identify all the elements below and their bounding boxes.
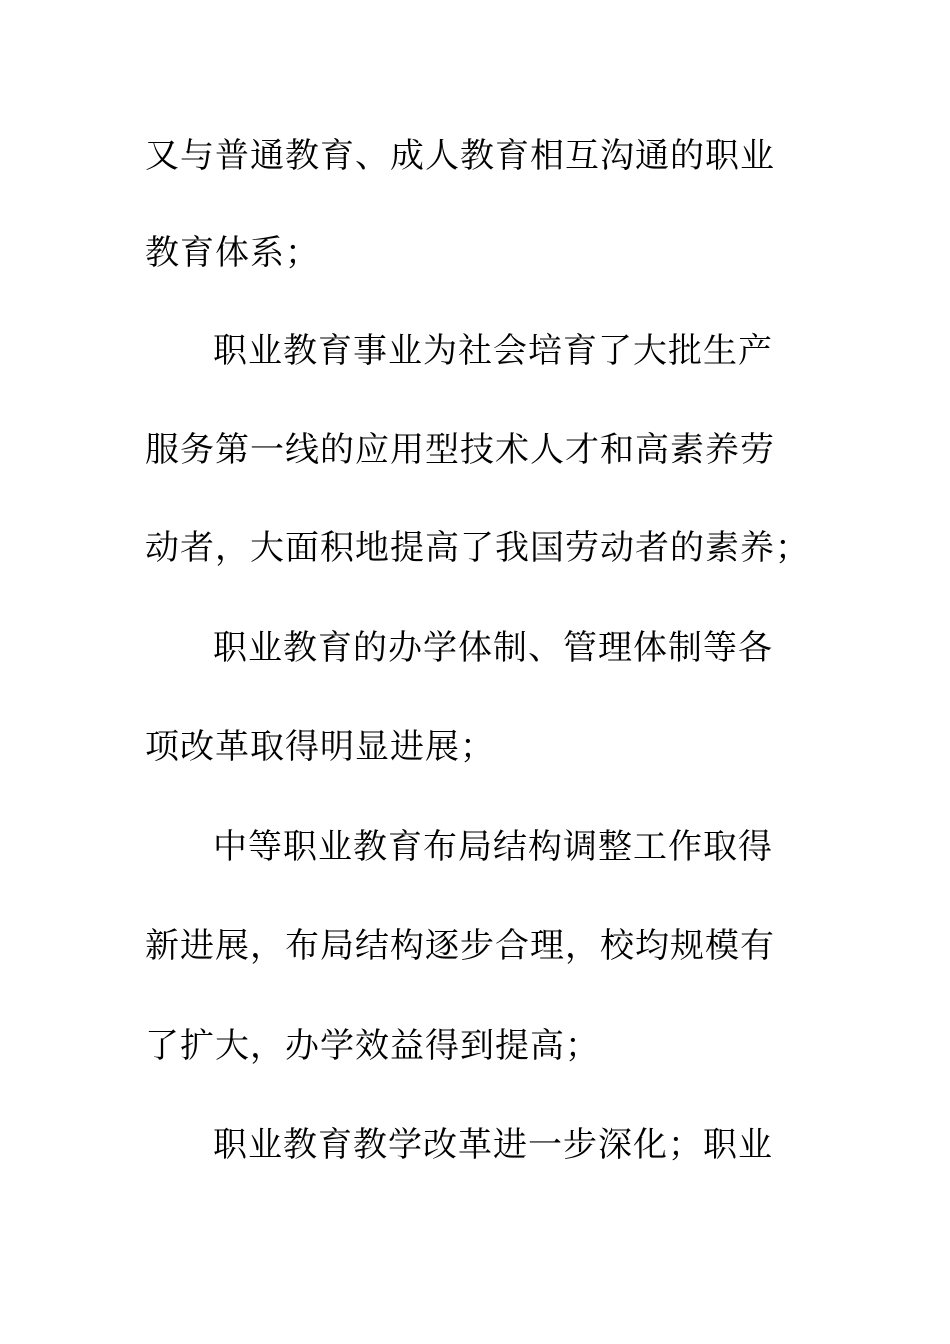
text-line: 项改革取得明显进展；	[145, 727, 495, 767]
paragraph-start-line: 中等职业教育布局结构调整工作取得	[213, 827, 773, 867]
paragraph-start-line: 职业教育教学改革进一步深化；职业	[213, 1125, 773, 1165]
text-line: 教育体系；	[145, 233, 320, 273]
text-line: 了扩大，办学效益得到提高；	[145, 1026, 600, 1066]
paragraph-start-line: 职业教育事业为社会培育了大批生产	[213, 331, 773, 371]
text-line: 动者，大面积地提高了我国劳动者的素养；	[145, 528, 810, 568]
text-line: 新进展，布局结构逐步合理，校均规模有	[145, 926, 775, 966]
text-line: 又与普通教育、成人教育相互沟通的职业	[145, 136, 775, 176]
paragraph-start-line: 职业教育的办学体制、管理体制等各	[213, 628, 773, 668]
text-line: 服务第一线的应用型技术人才和高素养劳	[145, 430, 775, 470]
